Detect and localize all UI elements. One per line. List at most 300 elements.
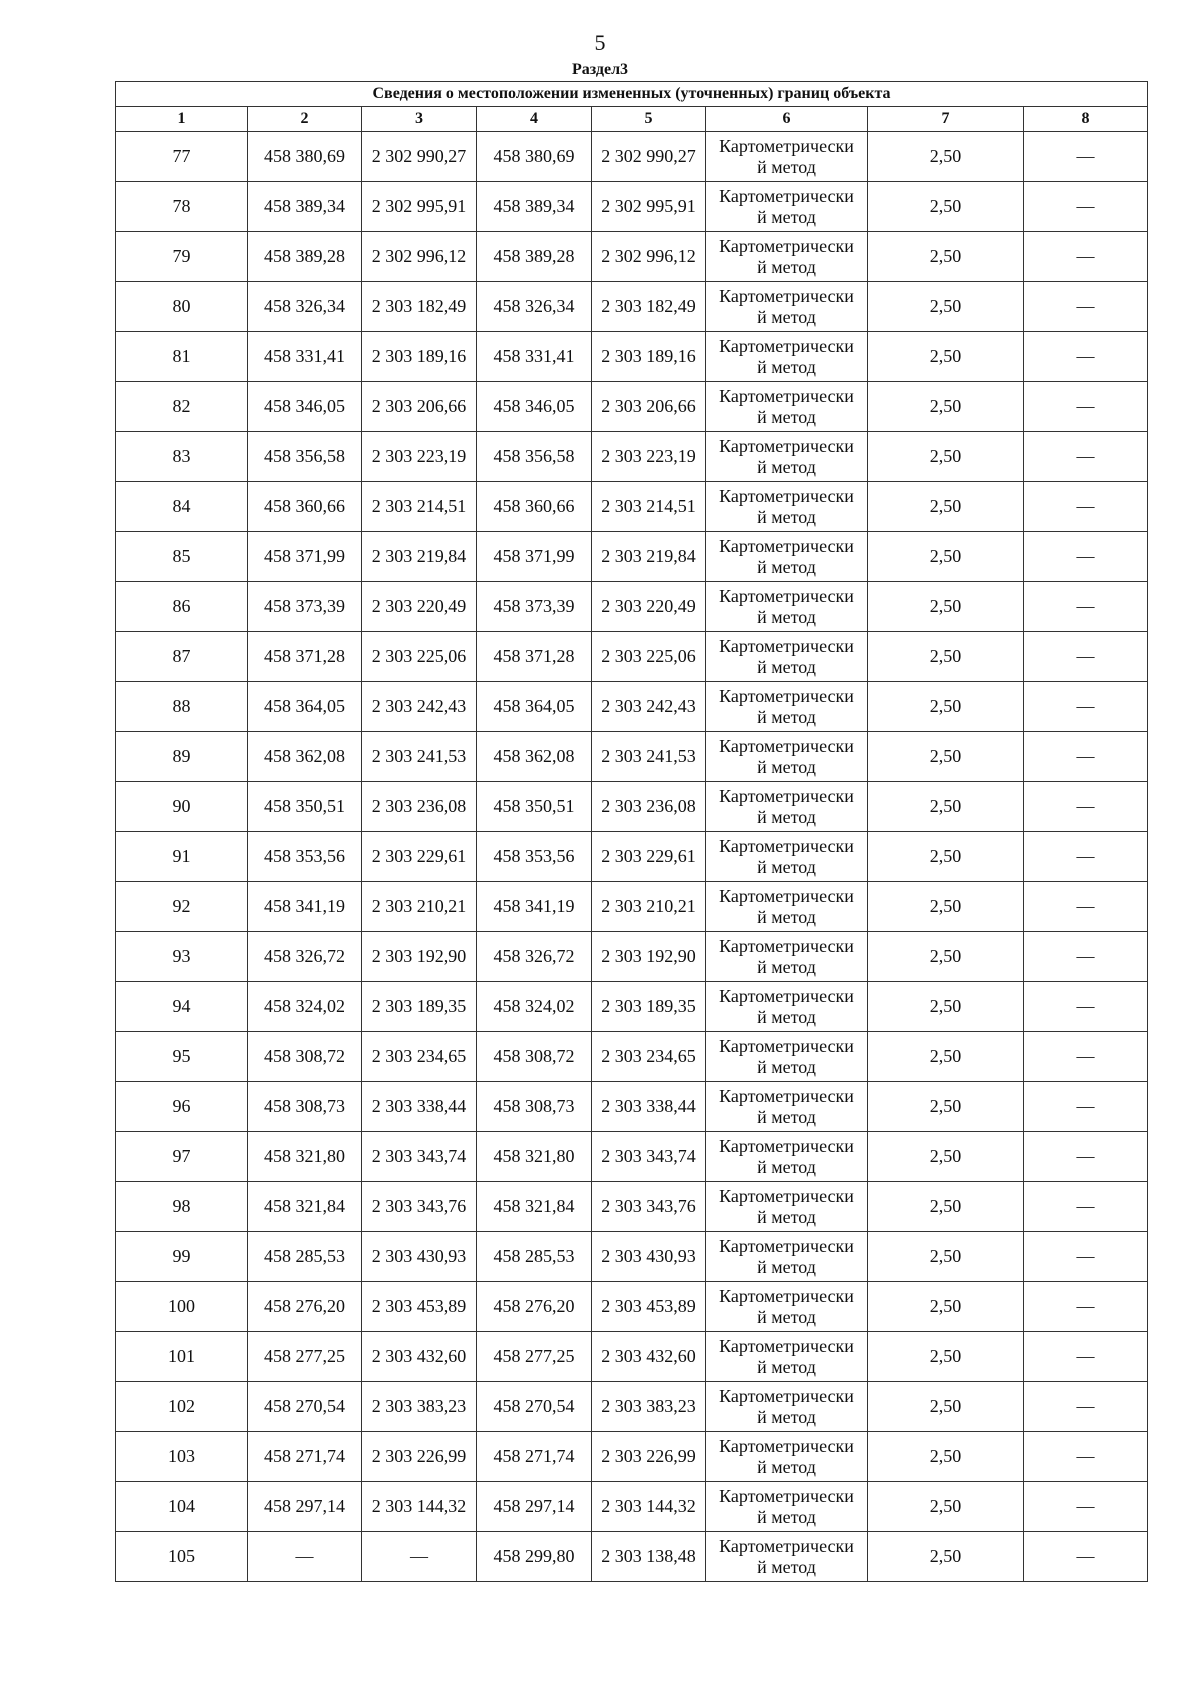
- method-text-line2: й метод: [757, 1056, 816, 1077]
- point-number-cell: 103: [116, 1432, 248, 1482]
- table-row: [116, 532, 1148, 582]
- description-cell: —: [1024, 182, 1148, 232]
- y-coordinate-refined-cell: 2 303 242,43: [592, 682, 706, 732]
- description-cell: —: [1024, 932, 1148, 982]
- description-cell: —: [1024, 982, 1148, 1032]
- point-number-cell: 82: [116, 382, 248, 432]
- description-cell: —: [1024, 882, 1148, 932]
- column-number: 6: [706, 107, 868, 132]
- y-coordinate-existing-cell: 2 303 214,51: [362, 482, 477, 532]
- y-coordinate-existing-cell: 2 303 383,23: [362, 1382, 477, 1432]
- y-coordinate-refined-cell: 2 303 234,65: [592, 1032, 706, 1082]
- table-row: [116, 132, 1148, 182]
- accuracy-cell: 2,50: [868, 1382, 1024, 1432]
- method-cell: [706, 1082, 868, 1132]
- accuracy-cell: 2,50: [868, 382, 1024, 432]
- method-text-line1: Картометрически: [719, 335, 854, 356]
- method-text-line2: й метод: [757, 156, 816, 177]
- method-cell: [706, 1182, 868, 1232]
- accuracy-cell: 2,50: [868, 1282, 1024, 1332]
- description-cell: —: [1024, 1032, 1148, 1082]
- point-number-cell: 91: [116, 832, 248, 882]
- description-cell: —: [1024, 1332, 1148, 1382]
- point-number-cell: 78: [116, 182, 248, 232]
- point-number-cell: 100: [116, 1282, 248, 1332]
- accuracy-cell: 2,50: [868, 582, 1024, 632]
- table-row: [116, 582, 1148, 632]
- table-row: [116, 782, 1148, 832]
- point-number-cell: 83: [116, 432, 248, 482]
- method-text-line1: Картометрически: [719, 1435, 854, 1456]
- table-row: [116, 1282, 1148, 1332]
- y-coordinate-refined-cell: 2 303 210,21: [592, 882, 706, 932]
- x-coordinate-existing-cell: 458 362,08: [248, 732, 362, 782]
- x-coordinate-existing-cell: 458 360,66: [248, 482, 362, 532]
- table-row: [116, 482, 1148, 532]
- y-coordinate-existing-cell: 2 303 219,84: [362, 532, 477, 582]
- method-cell: [706, 382, 868, 432]
- table-row: [116, 1482, 1148, 1532]
- x-coordinate-existing-cell: 458 331,41: [248, 332, 362, 382]
- y-coordinate-refined-cell: 2 303 453,89: [592, 1282, 706, 1332]
- x-coordinate-refined-cell: 458 373,39: [477, 582, 592, 632]
- accuracy-cell: 2,50: [868, 832, 1024, 882]
- table-row: [116, 282, 1148, 332]
- y-coordinate-refined-cell: 2 303 189,35: [592, 982, 706, 1032]
- x-coordinate-refined-cell: 458 324,02: [477, 982, 592, 1032]
- x-coordinate-existing-cell: 458 321,80: [248, 1132, 362, 1182]
- method-cell: [706, 532, 868, 582]
- y-coordinate-existing-cell: 2 303 226,99: [362, 1432, 477, 1482]
- description-cell: —: [1024, 1532, 1148, 1582]
- point-number-cell: 81: [116, 332, 248, 382]
- x-coordinate-refined-cell: 458 389,34: [477, 182, 592, 232]
- method-text-line1: Картометрически: [719, 1235, 854, 1256]
- y-coordinate-existing-cell: 2 303 343,74: [362, 1132, 477, 1182]
- method-cell: [706, 882, 868, 932]
- method-text-line2: й метод: [757, 606, 816, 627]
- method-text-line2: й метод: [757, 1506, 816, 1527]
- method-text-line1: Картометрически: [719, 1485, 854, 1506]
- accuracy-cell: 2,50: [868, 682, 1024, 732]
- y-coordinate-existing-cell: 2 303 210,21: [362, 882, 477, 932]
- method-text-line1: Картометрически: [719, 635, 854, 656]
- y-coordinate-existing-cell: 2 303 220,49: [362, 582, 477, 632]
- y-coordinate-refined-cell: 2 303 219,84: [592, 532, 706, 582]
- method-text-line2: й метод: [757, 706, 816, 727]
- method-text-line2: й метод: [757, 906, 816, 927]
- table-row: [116, 682, 1148, 732]
- method-cell: [706, 982, 868, 1032]
- y-coordinate-existing-cell: 2 303 343,76: [362, 1182, 477, 1232]
- table-row: [116, 1182, 1148, 1232]
- point-number-cell: 89: [116, 732, 248, 782]
- x-coordinate-existing-cell: 458 389,34: [248, 182, 362, 232]
- x-coordinate-refined-cell: 458 270,54: [477, 1382, 592, 1432]
- point-number-cell: 80: [116, 282, 248, 332]
- point-number-cell: 84: [116, 482, 248, 532]
- accuracy-cell: 2,50: [868, 932, 1024, 982]
- x-coordinate-refined-cell: 458 271,74: [477, 1432, 592, 1482]
- y-coordinate-existing-cell: 2 303 234,65: [362, 1032, 477, 1082]
- point-number-cell: 79: [116, 232, 248, 282]
- accuracy-cell: 2,50: [868, 1332, 1024, 1382]
- description-cell: —: [1024, 1482, 1148, 1532]
- method-text-line2: й метод: [757, 206, 816, 227]
- column-number: 2: [248, 107, 362, 132]
- x-coordinate-existing-cell: 458 350,51: [248, 782, 362, 832]
- y-coordinate-existing-cell: —: [362, 1532, 477, 1582]
- point-number-cell: 99: [116, 1232, 248, 1282]
- x-coordinate-existing-cell: —: [248, 1532, 362, 1582]
- method-text-line2: й метод: [757, 1356, 816, 1377]
- description-cell: —: [1024, 432, 1148, 482]
- point-number-cell: 86: [116, 582, 248, 632]
- x-coordinate-refined-cell: 458 321,80: [477, 1132, 592, 1182]
- description-cell: —: [1024, 1232, 1148, 1282]
- x-coordinate-existing-cell: 458 356,58: [248, 432, 362, 482]
- method-text-line2: й метод: [757, 1306, 816, 1327]
- table-row: [116, 1132, 1148, 1182]
- x-coordinate-existing-cell: 458 353,56: [248, 832, 362, 882]
- description-cell: —: [1024, 532, 1148, 582]
- accuracy-cell: 2,50: [868, 182, 1024, 232]
- method-cell: [706, 682, 868, 732]
- description-cell: —: [1024, 1432, 1148, 1482]
- table-row: [116, 1382, 1148, 1432]
- description-cell: —: [1024, 1182, 1148, 1232]
- method-cell: [706, 1032, 868, 1082]
- column-number-row: [116, 107, 1148, 132]
- x-coordinate-existing-cell: 458 277,25: [248, 1332, 362, 1382]
- y-coordinate-refined-cell: 2 303 214,51: [592, 482, 706, 532]
- table-row: [116, 232, 1148, 282]
- method-cell: [706, 132, 868, 182]
- method-text-line2: й метод: [757, 1256, 816, 1277]
- y-coordinate-existing-cell: 2 303 189,16: [362, 332, 477, 382]
- y-coordinate-existing-cell: 2 303 182,49: [362, 282, 477, 332]
- x-coordinate-refined-cell: 458 360,66: [477, 482, 592, 532]
- accuracy-cell: 2,50: [868, 882, 1024, 932]
- method-cell: [706, 1532, 868, 1582]
- y-coordinate-refined-cell: 2 303 236,08: [592, 782, 706, 832]
- description-cell: —: [1024, 1282, 1148, 1332]
- y-coordinate-existing-cell: 2 302 995,91: [362, 182, 477, 232]
- point-number-cell: 87: [116, 632, 248, 682]
- method-text-line2: й метод: [757, 456, 816, 477]
- method-text-line2: й метод: [757, 306, 816, 327]
- method-text-line2: й метод: [757, 506, 816, 527]
- x-coordinate-refined-cell: 458 297,14: [477, 1482, 592, 1532]
- x-coordinate-existing-cell: 458 341,19: [248, 882, 362, 932]
- y-coordinate-refined-cell: 2 303 206,66: [592, 382, 706, 432]
- method-cell: [706, 1132, 868, 1182]
- boundary-coordinates-table: [115, 81, 1148, 1582]
- method-text-line1: Картометрически: [719, 185, 854, 206]
- y-coordinate-existing-cell: 2 302 996,12: [362, 232, 477, 282]
- y-coordinate-refined-cell: 2 303 144,32: [592, 1482, 706, 1532]
- method-cell: [706, 1332, 868, 1382]
- table-row: [116, 1432, 1148, 1482]
- y-coordinate-refined-cell: 2 303 225,06: [592, 632, 706, 682]
- x-coordinate-existing-cell: 458 308,73: [248, 1082, 362, 1132]
- method-text-line2: й метод: [757, 756, 816, 777]
- column-number: 5: [592, 107, 706, 132]
- point-number-cell: 77: [116, 132, 248, 182]
- table-row: [116, 1032, 1148, 1082]
- column-number: 8: [1024, 107, 1148, 132]
- point-number-cell: 90: [116, 782, 248, 832]
- accuracy-cell: 2,50: [868, 232, 1024, 282]
- x-coordinate-refined-cell: 458 364,05: [477, 682, 592, 732]
- method-cell: [706, 182, 868, 232]
- point-number-cell: 101: [116, 1332, 248, 1382]
- table-row: [116, 432, 1148, 482]
- method-text-line1: Картометрически: [719, 385, 854, 406]
- method-cell: [706, 582, 868, 632]
- y-coordinate-refined-cell: 2 303 223,19: [592, 432, 706, 482]
- x-coordinate-existing-cell: 458 308,72: [248, 1032, 362, 1082]
- y-coordinate-existing-cell: 2 303 242,43: [362, 682, 477, 732]
- x-coordinate-existing-cell: 458 276,20: [248, 1282, 362, 1332]
- method-text-line2: й метод: [757, 1006, 816, 1027]
- method-cell: [706, 1382, 868, 1432]
- x-coordinate-refined-cell: 458 371,28: [477, 632, 592, 682]
- x-coordinate-refined-cell: 458 389,28: [477, 232, 592, 282]
- column-number: 1: [116, 107, 248, 132]
- x-coordinate-refined-cell: 458 353,56: [477, 832, 592, 882]
- y-coordinate-refined-cell: 2 302 995,91: [592, 182, 706, 232]
- y-coordinate-existing-cell: 2 303 229,61: [362, 832, 477, 882]
- x-coordinate-refined-cell: 458 371,99: [477, 532, 592, 582]
- description-cell: —: [1024, 832, 1148, 882]
- method-text-line1: Картометрически: [719, 585, 854, 606]
- accuracy-cell: 2,50: [868, 1482, 1024, 1532]
- x-coordinate-refined-cell: 458 362,08: [477, 732, 592, 782]
- method-text-line2: й метод: [757, 1106, 816, 1127]
- method-text-line1: Картометрически: [719, 985, 854, 1006]
- method-cell: [706, 432, 868, 482]
- method-text-line2: й метод: [757, 656, 816, 677]
- method-text-line2: й метод: [757, 1456, 816, 1477]
- x-coordinate-existing-cell: 458 270,54: [248, 1382, 362, 1432]
- description-cell: —: [1024, 582, 1148, 632]
- point-number-cell: 96: [116, 1082, 248, 1132]
- method-text-line2: й метод: [757, 1406, 816, 1427]
- method-text-line1: Картометрически: [719, 135, 854, 156]
- accuracy-cell: 2,50: [868, 282, 1024, 332]
- x-coordinate-existing-cell: 458 373,39: [248, 582, 362, 632]
- description-cell: —: [1024, 732, 1148, 782]
- point-number-cell: 85: [116, 532, 248, 582]
- x-coordinate-existing-cell: 458 326,34: [248, 282, 362, 332]
- x-coordinate-refined-cell: 458 285,53: [477, 1232, 592, 1282]
- table-row: [116, 732, 1148, 782]
- method-text-line1: Картометрически: [719, 1085, 854, 1106]
- method-text-line2: й метод: [757, 356, 816, 377]
- method-cell: [706, 932, 868, 982]
- method-text-line2: й метод: [757, 806, 816, 827]
- method-text-line1: Картометрически: [719, 1385, 854, 1406]
- table-row: [116, 932, 1148, 982]
- x-coordinate-refined-cell: 458 346,05: [477, 382, 592, 432]
- table-row: [116, 832, 1148, 882]
- column-number: 4: [477, 107, 592, 132]
- accuracy-cell: 2,50: [868, 532, 1024, 582]
- method-cell: [706, 1432, 868, 1482]
- method-cell: [706, 282, 868, 332]
- accuracy-cell: 2,50: [868, 1132, 1024, 1182]
- method-text-line2: й метод: [757, 556, 816, 577]
- y-coordinate-refined-cell: 2 303 241,53: [592, 732, 706, 782]
- y-coordinate-existing-cell: 2 303 430,93: [362, 1232, 477, 1282]
- table-row: [116, 982, 1148, 1032]
- y-coordinate-existing-cell: 2 303 223,19: [362, 432, 477, 482]
- column-number: 7: [868, 107, 1024, 132]
- x-coordinate-existing-cell: 458 321,84: [248, 1182, 362, 1232]
- table-row: [116, 1532, 1148, 1582]
- point-number-cell: 102: [116, 1382, 248, 1432]
- y-coordinate-existing-cell: 2 302 990,27: [362, 132, 477, 182]
- y-coordinate-refined-cell: 2 303 229,61: [592, 832, 706, 882]
- point-number-cell: 105: [116, 1532, 248, 1582]
- accuracy-cell: 2,50: [868, 432, 1024, 482]
- method-cell: [706, 632, 868, 682]
- accuracy-cell: 2,50: [868, 332, 1024, 382]
- x-coordinate-refined-cell: 458 321,84: [477, 1182, 592, 1232]
- point-number-cell: 94: [116, 982, 248, 1032]
- point-number-cell: 104: [116, 1482, 248, 1532]
- accuracy-cell: 2,50: [868, 632, 1024, 682]
- point-number-cell: 98: [116, 1182, 248, 1232]
- x-coordinate-existing-cell: 458 346,05: [248, 382, 362, 432]
- x-coordinate-refined-cell: 458 326,72: [477, 932, 592, 982]
- x-coordinate-refined-cell: 458 380,69: [477, 132, 592, 182]
- x-coordinate-refined-cell: 458 308,73: [477, 1082, 592, 1132]
- x-coordinate-refined-cell: 458 326,34: [477, 282, 592, 332]
- method-text-line2: й метод: [757, 1206, 816, 1227]
- y-coordinate-refined-cell: 2 303 138,48: [592, 1532, 706, 1582]
- y-coordinate-refined-cell: 2 303 430,93: [592, 1232, 706, 1282]
- accuracy-cell: 2,50: [868, 732, 1024, 782]
- point-number-cell: 88: [116, 682, 248, 732]
- table-row: [116, 382, 1148, 432]
- method-text-line1: Картометрически: [719, 285, 854, 306]
- method-cell: [706, 1482, 868, 1532]
- accuracy-cell: 2,50: [868, 132, 1024, 182]
- accuracy-cell: 2,50: [868, 1082, 1024, 1132]
- y-coordinate-refined-cell: 2 303 220,49: [592, 582, 706, 632]
- description-cell: —: [1024, 682, 1148, 732]
- method-cell: [706, 332, 868, 382]
- table-row: [116, 1232, 1148, 1282]
- y-coordinate-existing-cell: 2 303 192,90: [362, 932, 477, 982]
- method-text-line1: Картометрически: [719, 1285, 854, 1306]
- y-coordinate-existing-cell: 2 303 338,44: [362, 1082, 477, 1132]
- method-cell: [706, 232, 868, 282]
- method-text-line1: Картометрически: [719, 885, 854, 906]
- method-text-line1: Картометрически: [719, 485, 854, 506]
- description-cell: —: [1024, 1132, 1148, 1182]
- point-number-cell: 93: [116, 932, 248, 982]
- method-text-line2: й метод: [757, 1156, 816, 1177]
- method-text-line1: Картометрически: [719, 1135, 854, 1156]
- description-cell: —: [1024, 1082, 1148, 1132]
- method-text-line2: й метод: [757, 956, 816, 977]
- description-cell: —: [1024, 482, 1148, 532]
- accuracy-cell: 2,50: [868, 482, 1024, 532]
- method-text-line1: Картометрически: [719, 735, 854, 756]
- page-number: 5: [594, 30, 606, 55]
- method-text-line1: Картометрически: [719, 235, 854, 256]
- table-row: [116, 182, 1148, 232]
- table-row: [116, 1082, 1148, 1132]
- description-cell: —: [1024, 332, 1148, 382]
- y-coordinate-existing-cell: 2 303 432,60: [362, 1332, 477, 1382]
- x-coordinate-refined-cell: 458 356,58: [477, 432, 592, 482]
- x-coordinate-existing-cell: 458 271,74: [248, 1432, 362, 1482]
- y-coordinate-refined-cell: 2 302 996,12: [592, 232, 706, 282]
- method-cell: [706, 832, 868, 882]
- y-coordinate-existing-cell: 2 303 206,66: [362, 382, 477, 432]
- y-coordinate-refined-cell: 2 303 343,76: [592, 1182, 706, 1232]
- x-coordinate-existing-cell: 458 297,14: [248, 1482, 362, 1532]
- x-coordinate-refined-cell: 458 331,41: [477, 332, 592, 382]
- method-text-line2: й метод: [757, 256, 816, 277]
- y-coordinate-refined-cell: 2 303 432,60: [592, 1332, 706, 1382]
- method-text-line1: Картометрически: [719, 685, 854, 706]
- method-text-line2: й метод: [757, 406, 816, 427]
- y-coordinate-refined-cell: 2 303 338,44: [592, 1082, 706, 1132]
- y-coordinate-existing-cell: 2 303 241,53: [362, 732, 477, 782]
- method-text-line1: Картометрически: [719, 535, 854, 556]
- description-cell: —: [1024, 232, 1148, 282]
- x-coordinate-existing-cell: 458 326,72: [248, 932, 362, 982]
- description-cell: —: [1024, 282, 1148, 332]
- x-coordinate-existing-cell: 458 371,28: [248, 632, 362, 682]
- method-text-line2: й метод: [757, 1556, 816, 1577]
- description-cell: —: [1024, 632, 1148, 682]
- table-row: [116, 1332, 1148, 1382]
- y-coordinate-refined-cell: 2 303 383,23: [592, 1382, 706, 1432]
- y-coordinate-refined-cell: 2 303 189,16: [592, 332, 706, 382]
- accuracy-cell: 2,50: [868, 982, 1024, 1032]
- y-coordinate-refined-cell: 2 303 343,74: [592, 1132, 706, 1182]
- x-coordinate-existing-cell: 458 285,53: [248, 1232, 362, 1282]
- method-text-line1: Картометрически: [719, 785, 854, 806]
- method-text-line1: Картометрически: [719, 935, 854, 956]
- section-title: Раздел3: [571, 61, 629, 78]
- x-coordinate-existing-cell: 458 380,69: [248, 132, 362, 182]
- method-text-line1: Картометрически: [719, 1535, 854, 1556]
- x-coordinate-existing-cell: 458 324,02: [248, 982, 362, 1032]
- method-text-line2: й метод: [757, 856, 816, 877]
- method-text-line1: Картометрически: [719, 435, 854, 456]
- column-number: 3: [362, 107, 477, 132]
- x-coordinate-refined-cell: 458 277,25: [477, 1332, 592, 1382]
- x-coordinate-existing-cell: 458 389,28: [248, 232, 362, 282]
- description-cell: —: [1024, 132, 1148, 182]
- y-coordinate-refined-cell: 2 302 990,27: [592, 132, 706, 182]
- x-coordinate-refined-cell: 458 276,20: [477, 1282, 592, 1332]
- method-text-line1: Картометрически: [719, 1185, 854, 1206]
- description-cell: —: [1024, 782, 1148, 832]
- y-coordinate-refined-cell: 2 303 226,99: [592, 1432, 706, 1482]
- accuracy-cell: 2,50: [868, 1432, 1024, 1482]
- method-cell: [706, 782, 868, 832]
- table-caption: Сведения о местоположении измененных (уточненных) границ объекта: [116, 82, 1148, 107]
- description-cell: —: [1024, 382, 1148, 432]
